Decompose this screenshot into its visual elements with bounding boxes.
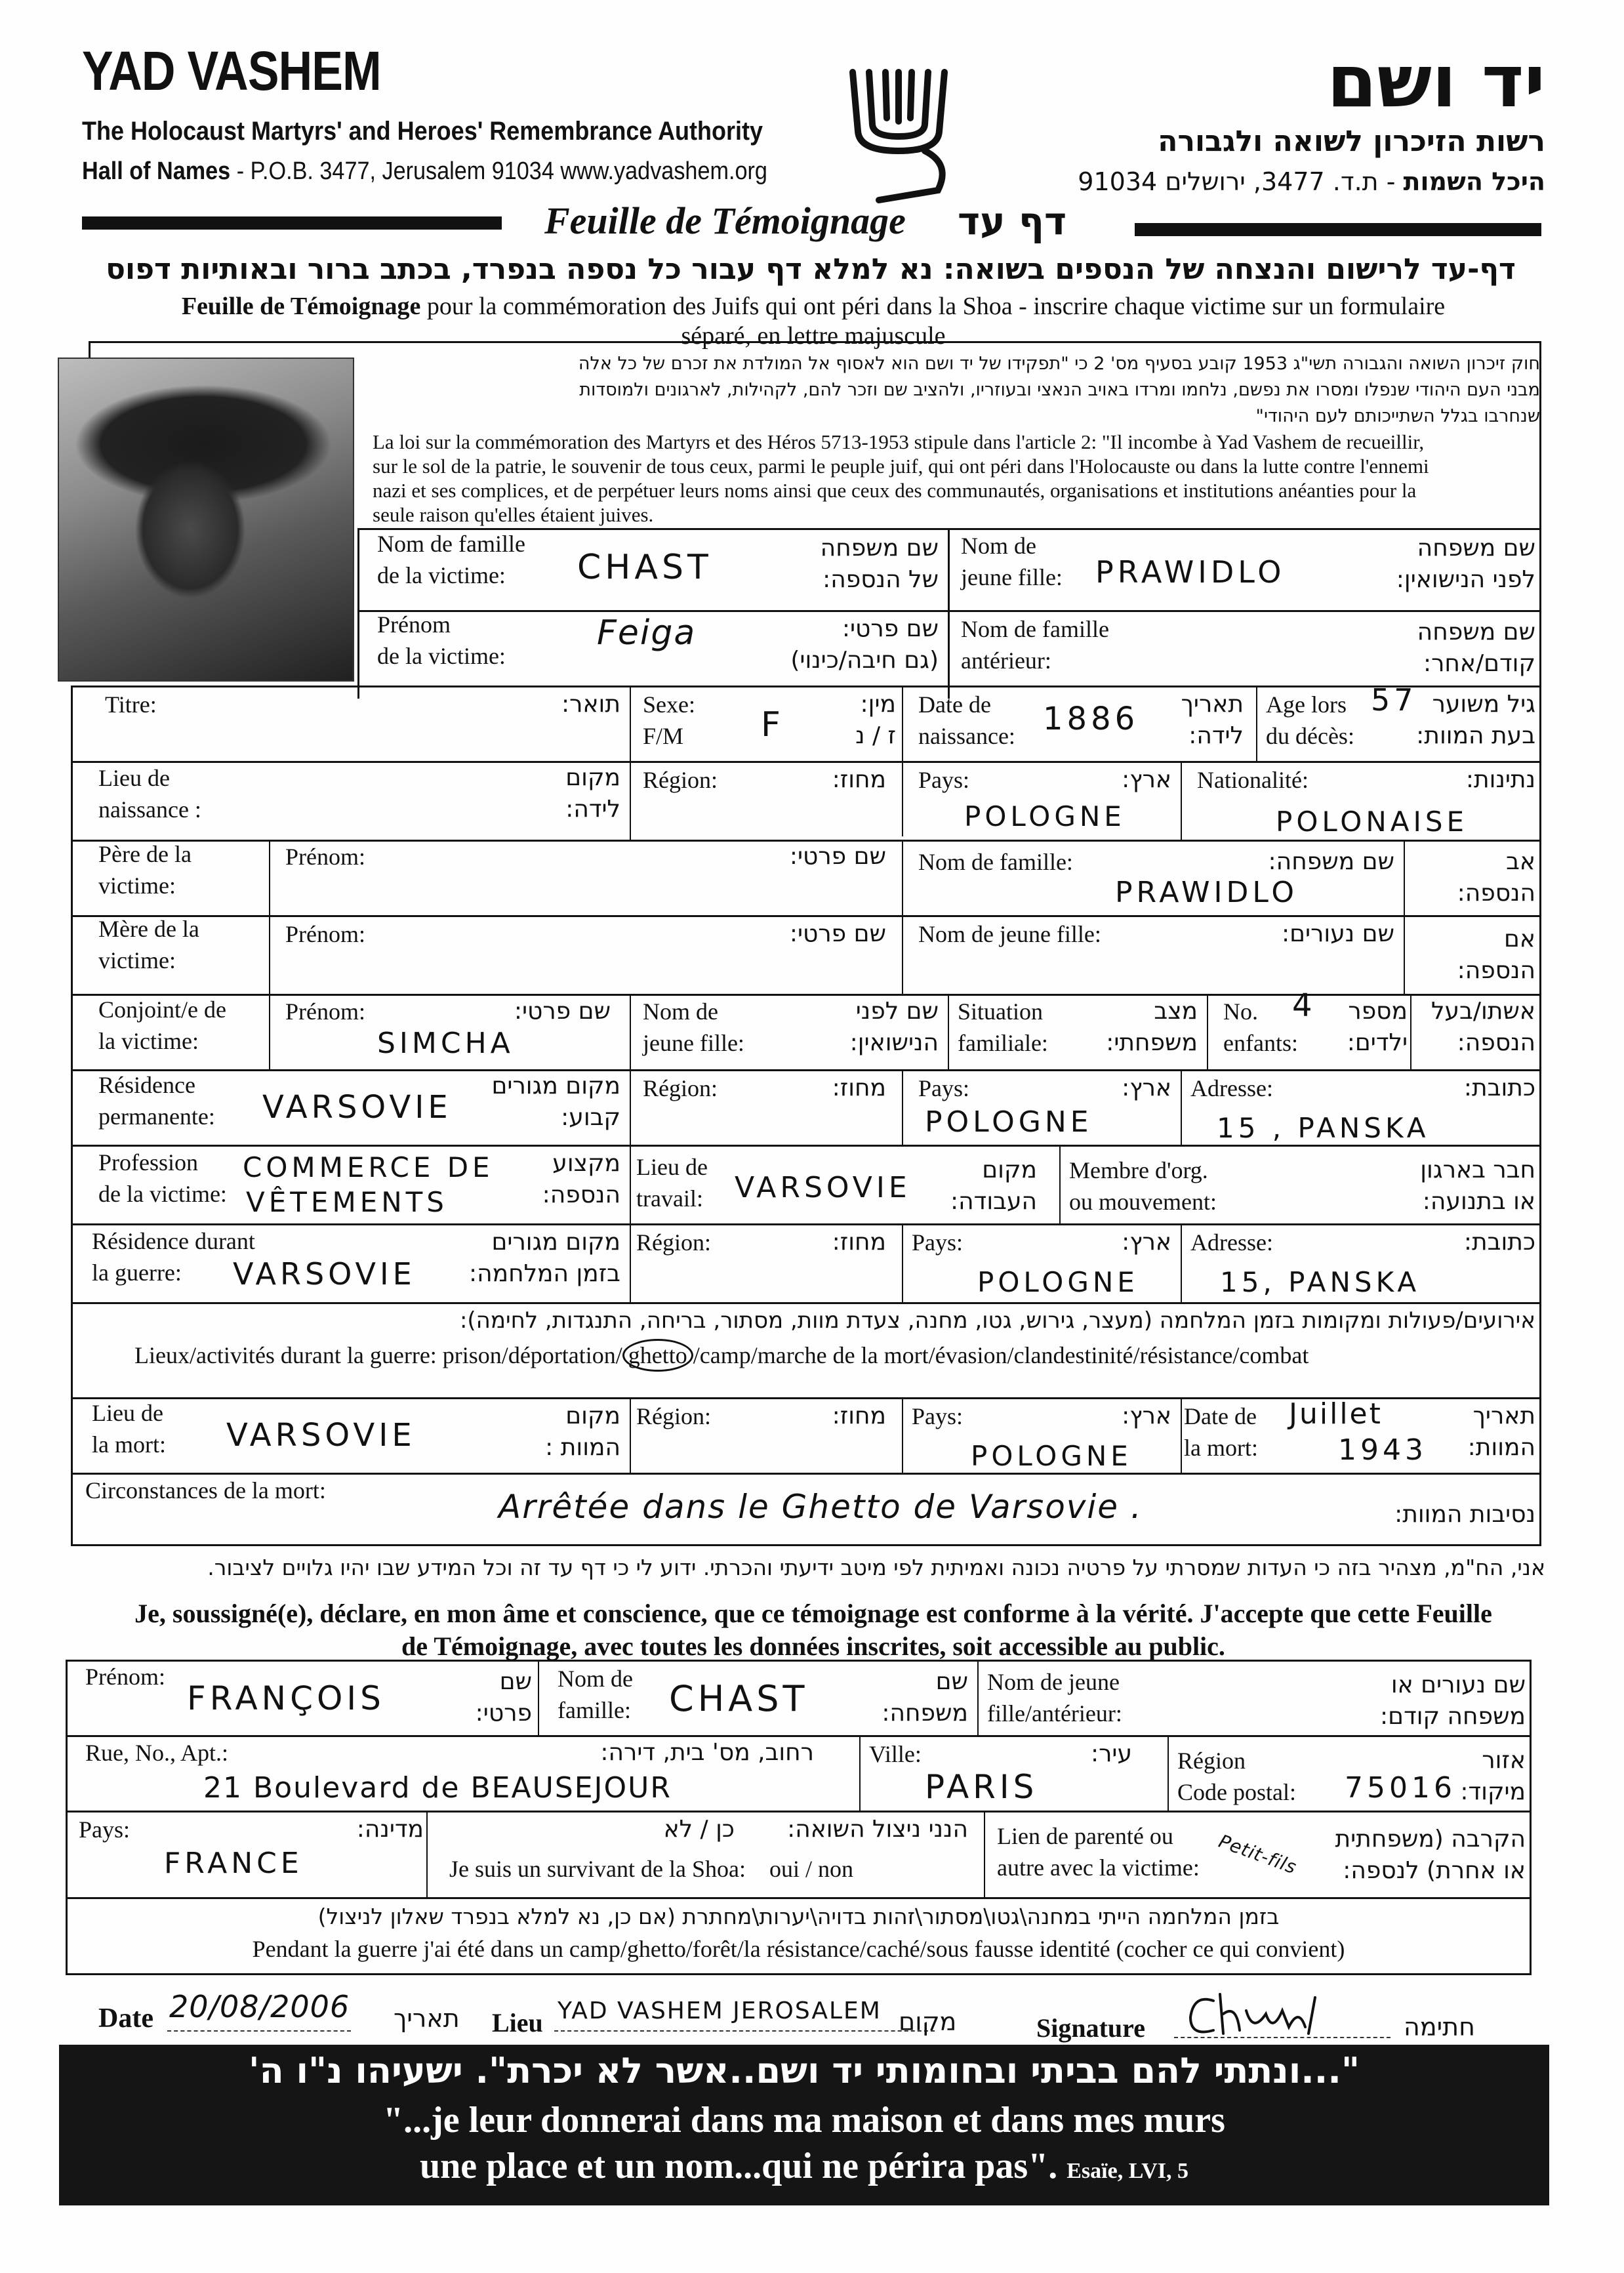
guerre-adresse-label: Adresse: [1190, 1229, 1273, 1256]
victim-nationalite[interactable]: POLONAISE [1276, 806, 1469, 838]
sub-rue-label: Rue, No., Apt.: [85, 1740, 229, 1766]
residence-pays-label: Pays: [918, 1075, 970, 1101]
sub-jf-label: Nom de jeune fille/antérieur: [987, 1669, 1122, 1727]
submit-date[interactable]: 20/08/2006 [169, 1989, 350, 2024]
pere-nom-label: Nom de famille: [918, 849, 1073, 875]
sub-survivant-he: הנני ניצול השואה: כן / לא [663, 1816, 968, 1843]
yad-vashem-logo-icon [840, 52, 958, 203]
profession-label: Profession de la victime: [98, 1149, 227, 1207]
victim-sexe[interactable]: F [761, 705, 784, 745]
victim-profession-1[interactable]: COMMERCE DE [243, 1151, 494, 1183]
victim-age[interactable]: 57 [1371, 682, 1417, 718]
residence-adresse-label: Adresse: [1190, 1075, 1273, 1101]
mere-jf-he: שם נעורים: [1282, 920, 1394, 947]
title-bar-left [82, 216, 502, 230]
hall-of-names [82, 157, 767, 186]
date-mort-label: Date de la mort: [1184, 1403, 1258, 1461]
law-fr [373, 430, 1540, 527]
conjoint-label: Conjoint/e de la victime: [98, 996, 226, 1054]
quote-fr-2: une place et un nom...qui ne périra pas". [419, 2146, 1058, 2186]
residence-adresse-he: כתובת: [1463, 1075, 1535, 1101]
prenom-he: שם פרטי: (גם חיבה/כינוי) [790, 615, 939, 674]
law-fr-4: seule raison qu'elles étaient juives. [373, 503, 654, 526]
law-fr-2: sur le sol de la patrie, le souvenir de tous ceux, parmi le peuple juif, qui ont péri dans l'Holocauste ou dans la lutte contre l'ennemi [373, 455, 1429, 478]
camp-fr: Pendant la guerre j'ai été dans un camp/ghetto/forêt/la résistance/caché/sous fausse identité (cocher ce qui convient) [252, 1936, 1345, 1962]
residence-region-he: מחוז: [832, 1075, 886, 1101]
declaration-fr-1: Je, soussigné(e), déclare, en mon âme et conscience, que ce témoignage est conforme à la vérité. J'accepte que cette Feuille [134, 1599, 1492, 1628]
hall-address: - P.O.B. 3477, Jerusalem 91034 www.yadvashem.org [236, 157, 767, 185]
date-he: תאריך [394, 2004, 460, 2033]
nom-label: Nom de famille de la victime: [377, 531, 525, 588]
victim-pays-naissance[interactable]: POLOGNE [964, 800, 1126, 832]
sub-ville-he: עיר: [1090, 1740, 1132, 1767]
submitter-pays[interactable]: FRANCE [164, 1847, 303, 1880]
victim-guerre[interactable]: VARSOVIE [233, 1256, 416, 1292]
org-title-en: YAD VASHEM [82, 40, 381, 102]
camp-he: בזמן המלחמה הייתי במחנה\גטו\מסתור\זהות בדויה\יערות\מחתרת (אם כן, נא למלא בנפרד שאלון לניצול) [317, 1904, 1280, 1929]
quote-ref: Esaïe, LVI, 5 [1066, 2159, 1189, 2183]
nationalite-he: נתינות: [1465, 766, 1535, 793]
sub-prenom-label: Prénom: [85, 1664, 165, 1690]
victim-date-mort-annee[interactable]: 1943 [1338, 1433, 1427, 1467]
date-label: Date [98, 2003, 153, 2034]
form-title-fr: Feuille de Témoignage [544, 199, 906, 242]
jf-label: Nom de jeune fille: [961, 533, 1063, 590]
membre-he: חבר בארגון או בתנועה: [1420, 1157, 1535, 1215]
submitter-rue[interactable]: 21 Boulevard de BEAUSEJOUR [203, 1771, 672, 1805]
profession-he: מקצוע הנספה: [542, 1150, 620, 1208]
lieux-fr-a: Lieux/activités durant la guerre: prison/déportation/ [134, 1342, 622, 1368]
sub-pays-he: מדינה: [356, 1816, 424, 1843]
naissance-he: תאריך לידה: [1181, 691, 1244, 749]
mere-prenom-he: שם פרטי: [789, 920, 886, 947]
org-title-he: יד ושם [1326, 39, 1545, 123]
sub-pays-label: Pays: [79, 1816, 131, 1843]
age-he: גיל משוער בעת המוות: [1416, 691, 1535, 749]
sub-region-he: אזור מיקוד: [1460, 1747, 1526, 1805]
conjoint-jf-he: שם לפני הנישואין: [849, 998, 939, 1056]
victim-circonstances[interactable]: Arrêtée dans le Ghetto de Varsovie . [498, 1488, 1143, 1526]
hall-he-address: - ת.ד. 3477, ירושלים 91034 [1078, 167, 1396, 196]
mort-region-he: מחוז: [832, 1403, 886, 1429]
victim-photo [58, 358, 354, 682]
pere-nom-he: שם משפחה: [1268, 848, 1394, 875]
circ-label: Circonstances de la mort: [85, 1477, 326, 1504]
circ-he: נסיבות המוות: [1394, 1501, 1535, 1528]
hall-he [1078, 167, 1545, 196]
sub-ville-label: Ville: [869, 1741, 922, 1767]
victim-nom[interactable]: CHAST [577, 548, 712, 587]
region-naiss-label: Région: [643, 767, 718, 793]
situation-he: מצב משפחתי: [1106, 998, 1198, 1056]
victim-residence-pays[interactable]: POLOGNE [925, 1105, 1093, 1139]
victim-pere-nom[interactable]: PRAWIDLO [1115, 876, 1298, 909]
mort-region-label: Région: [636, 1403, 711, 1429]
quote-fr [59, 2145, 1549, 2187]
intro-he: דף-עד לרישום והנצחה של הנספים בשואה: נא למלא דף עבור כל נספה בנפרד, בכתב ברור ובאותיות דפוס [106, 253, 1516, 286]
lieu-label: Lieu [492, 2008, 543, 2038]
nationalite-label: Nationalité: [1197, 767, 1309, 793]
intro-fr-title: Feuille de Témoignage [181, 293, 421, 320]
quote-fr-1: "...je leur donnerai dans ma maison et dans mes murs [383, 2100, 1225, 2140]
submitter-prenom[interactable]: FRANÇOIS [187, 1679, 385, 1717]
residence-region-label: Région: [643, 1075, 718, 1101]
guerre-label: Résidence durant la guerre: [92, 1228, 255, 1286]
signature-label: Signature [1036, 2013, 1145, 2043]
submitter-nom[interactable]: CHAST [669, 1678, 809, 1719]
enfants-he: מספר ילדים: [1347, 998, 1408, 1056]
sub-lien-he: הקרבה (משפחתית או אחרת) לנספה: [1335, 1826, 1526, 1884]
travail-he: מקום העבודה: [950, 1157, 1037, 1215]
lieu-naiss-he: מקום לידה: [565, 764, 620, 823]
date-mort-he: תאריך המוות: [1467, 1403, 1535, 1461]
membre-label: Membre d'org. ou mouvement: [1069, 1157, 1217, 1215]
intro-fr-line2: séparé, en lettre majuscule [681, 322, 946, 350]
residence-he: מקום מגורים קבוע: [491, 1073, 620, 1131]
anterieur-he: שם משפחה קודם/אחר: [1417, 619, 1535, 677]
mere-prenom-label: Prénom: [285, 921, 365, 947]
lieu-he: מקום [899, 2007, 957, 2036]
sexe-he: מין: ז / נ [855, 691, 896, 749]
org-subtitle-en: The Holocaust Martyrs' and Heroes' Remembrance Authority [82, 117, 763, 146]
mere-he: אם הנספה: [1457, 926, 1535, 984]
residence-pays-he: ארץ: [1122, 1075, 1171, 1101]
mere-label: Mère de la victime: [98, 916, 199, 973]
hall-label: Hall of Names [82, 157, 231, 185]
law-he-2: מבני העם היהודי שנפלו ומסרו את נפשם, נלחמו ומרדו באויב הנאצי ובעוזריו, ולהציב שם וזכר להם, לקהילות, לארגונים ולמוסדות [579, 380, 1540, 400]
sexe-label: Sexe: F/M [643, 691, 695, 749]
mort-label: Lieu de la mort: [92, 1400, 166, 1458]
sub-prenom-he: שם פרטי: [475, 1668, 532, 1727]
victim-enfants[interactable]: 4 [1292, 987, 1316, 1024]
guerre-region-he: מחוז: [832, 1229, 886, 1256]
hall-he-label: היכל השמות [1403, 167, 1545, 196]
conjoint-prenom-label: Prénom: [285, 998, 365, 1025]
mort-pays-he: ארץ: [1122, 1403, 1171, 1429]
declaration-fr [79, 1597, 1548, 1663]
submitter-lien[interactable]: Petit-fils [1215, 1830, 1300, 1879]
conjoint-prenom-he: שם פרטי: [514, 998, 611, 1025]
mort-he: מקום המוות : [545, 1403, 620, 1461]
conjoint-he: אשתו/בעל הנספה: [1431, 998, 1535, 1056]
lieux-fr-b: /camp/marche de la mort/évasion/clandestinité/résistance/combat [693, 1342, 1309, 1368]
submitter-ville[interactable]: PARIS [925, 1768, 1038, 1806]
victim-mort-lieu[interactable]: VARSOVIE [226, 1417, 416, 1454]
anterieur-label: Nom de famille antérieur: [961, 616, 1109, 674]
law-he [373, 351, 1540, 430]
travail-label: Lieu de travail: [636, 1154, 708, 1212]
signature-he: חתימה [1404, 2013, 1475, 2041]
guerre-adresse-he: כתובת: [1463, 1229, 1535, 1256]
sub-jf-he: שם נעורים או משפחה קודם: [1380, 1671, 1526, 1730]
sub-nom-he: שם משפחה: [882, 1668, 968, 1727]
law-he-3: שנחרבו בגלל השתייכותם לעם היהודי" [1255, 406, 1540, 426]
victim-prenom[interactable]: Feiga [597, 613, 697, 653]
lieux-fr [134, 1341, 1309, 1369]
declaration-he: אני, הח"מ, מצהיר בזה כי העדות שמסרתי על פרטיה נכונה ואמיתית לפי מיטב ידיעתי והכרתי. ידוע לי כי דף עד זה וכל המידע שבו יהיו גלויים לציבור. [207, 1555, 1545, 1580]
region-naiss-he: מחוז: [832, 766, 886, 793]
guerre-pays-label: Pays: [912, 1229, 964, 1256]
law-fr-1: La loi sur la commémoration des Martyrs et des Héros 5713-1953 stipule dans l'article 2: "Il incombe à Yad Vashem de recueillir, [373, 430, 1425, 453]
victim-profession-2[interactable]: VÊTEMENTS [246, 1186, 448, 1218]
situation-label: Situation familiale: [958, 998, 1048, 1056]
jf-he: שם משפחה לפני הנישואין: [1396, 535, 1535, 593]
residence-label: Résidence permanente: [98, 1072, 215, 1130]
victim-travail[interactable]: VARSOVIE [735, 1171, 911, 1204]
submit-lieu[interactable]: YAD VASHEM JEROSALEM [558, 1997, 882, 2024]
law-fr-3: nazi et ses complices, et de perpétuer leurs noms ainsi que ceux des communautés, organisations et institutions anéanties pour la [373, 479, 1417, 502]
lieu-naiss-label: Lieu de naissance : [98, 765, 201, 823]
victim-jeune-fille[interactable]: PRAWIDLO [1095, 554, 1286, 590]
guerre-he: מקום מגורים בזמן המלחמה: [468, 1229, 620, 1287]
pays-naiss-label: Pays: [918, 767, 970, 793]
quote-he: "...ונתתי להם בביתי ובחומותי יד ושם..אשר לא יכרת". ישעיהו נ"ו ה' [249, 2050, 1360, 2091]
victim-mort-pays[interactable]: POLOGNE [971, 1440, 1132, 1472]
prenom-label: Prénom de la victime: [377, 611, 506, 669]
pere-label: Père de la victime: [98, 841, 192, 899]
nom-he: שם משפחה של הנספה: [820, 535, 939, 593]
enfants-label: No. enfants: [1223, 998, 1298, 1056]
lieux-fr-ghetto[interactable]: ghetto [622, 1339, 693, 1372]
conjoint-jf-label: Nom de jeune fille: [643, 998, 744, 1056]
guerre-pays-he: ארץ: [1122, 1229, 1171, 1256]
victim-residence-adresse[interactable]: 15 , PANSKA [1217, 1112, 1430, 1144]
mere-jf-label: Nom de jeune fille: [918, 921, 1101, 947]
victim-naissance[interactable]: 1886 [1043, 701, 1139, 737]
victim-conjoint-prenom[interactable]: SIMCHA [377, 1027, 514, 1060]
submitter-code[interactable]: 75016 [1345, 1771, 1456, 1805]
pere-prenom-label: Prénom: [285, 844, 365, 870]
sub-lien-label: Lien de parenté ou autre avec la victime: [997, 1823, 1200, 1881]
intro-fr-rest: pour la commémoration des Juifs qui ont péri dans la Shoa - inscrire chaque victime sur un formulaire [426, 293, 1446, 320]
lieux-he: אירועים/פעולות ומקומות בזמן המלחמה (מעצר, גירוש, גטו, מחנה, צעדת מוות, מסתור, בריחה, התנגדות, לחימה): [459, 1307, 1535, 1334]
mort-pays-label: Pays: [912, 1403, 964, 1429]
sub-rue-he: רחוב, מס' בית, דירה: [600, 1739, 814, 1766]
titre-he: תואר: [561, 691, 620, 718]
org-subtitle-he: רשות הזיכרון לשואה ולגבורה [1158, 125, 1545, 158]
victim-residence[interactable]: VARSOVIE [262, 1089, 452, 1126]
victim-guerre-pays[interactable]: POLOGNE [977, 1266, 1139, 1298]
naissance-label: Date de naissance: [918, 691, 1015, 749]
victim-date-mort-mois[interactable]: Juillet [1289, 1397, 1383, 1431]
guerre-region-label: Région: [636, 1229, 711, 1256]
form-title-he: דף עד [958, 199, 1067, 243]
victim-guerre-adresse[interactable]: 15, PANSKA [1220, 1266, 1421, 1298]
sub-survivant-fr[interactable]: Je suis un survivant de la Shoa: oui / non [449, 1856, 853, 1882]
law-he-1: חוק זיכרון השואה והגבורה תשי"ג 1953 קובע בסעיף מס' 2 כי "תפקידו של יד ושם הוא לאסוף אל המולדת את זכרם של כל אלה [578, 354, 1540, 374]
declaration-fr-2: de Témoignage, avec toutes les données inscrites, soit accessible au public. [401, 1631, 1225, 1661]
titre-label: Titre: [105, 691, 157, 718]
pays-naiss-he: ארץ: [1122, 766, 1171, 793]
intro-fr [82, 292, 1545, 321]
age-label: Age lors du décès: [1266, 691, 1354, 749]
title-bar-right [1135, 223, 1541, 236]
sub-nom-label: Nom de famille: [558, 1666, 633, 1723]
sub-region-label: Région Code postal: [1177, 1748, 1296, 1805]
pere-prenom-he: שם פרטי: [789, 843, 886, 870]
pere-he: אב הנספה: [1457, 848, 1535, 907]
